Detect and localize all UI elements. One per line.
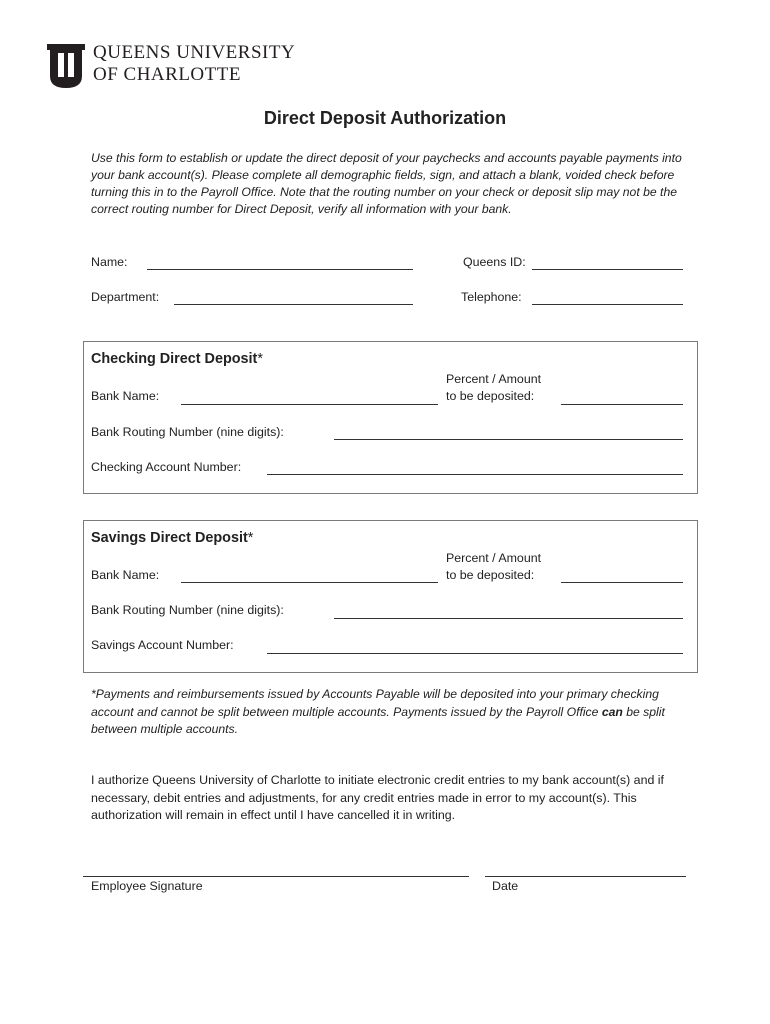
checking-account-field[interactable]: [267, 474, 683, 475]
logo-line-1: QUEENS UNIVERSITY: [93, 42, 296, 63]
savings-bank-name-label: Bank Name:: [91, 568, 160, 582]
savings-account-field[interactable]: [267, 653, 683, 654]
savings-title-star: *: [247, 530, 254, 546]
savings-bank-name-field[interactable]: [181, 582, 438, 583]
split-deposit-note: [91, 686, 691, 739]
university-logo-icon: [47, 44, 85, 90]
checking-percent-label-2: to be deposited:: [446, 389, 535, 403]
savings-percent-label-2: to be deposited:: [446, 568, 535, 582]
checking-percent-label-1: Percent / Amount: [446, 372, 542, 386]
checking-title-text: Checking Direct Deposit: [91, 351, 258, 367]
checking-title: [91, 351, 263, 367]
note-text-before: Payments and reimbursements issued by Accounts Payable will be deposited into your primary checking account and cannot be split between multiple accounts. Payments issued by the Payroll Office: [91, 687, 659, 719]
department-label: Department:: [91, 290, 160, 304]
queens-id-field[interactable]: [532, 269, 683, 270]
checking-title-star: *: [257, 351, 263, 367]
note-text-after: be split between multiple accounts.: [91, 704, 665, 736]
savings-account-label: Savings Account Number:: [91, 638, 234, 652]
employee-signature-field[interactable]: [83, 876, 469, 877]
checking-routing-field[interactable]: [334, 439, 683, 440]
note-emphasis: can: [601, 704, 623, 719]
logo-line-2: OF CHARLOTTE: [93, 64, 241, 85]
note-star: *: [91, 687, 96, 701]
name-field[interactable]: [147, 269, 413, 270]
form-title: Direct Deposit Authorization: [263, 108, 507, 128]
date-field[interactable]: [485, 876, 686, 877]
savings-title: [91, 530, 253, 546]
authorization-statement: I authorize Queens University of Charlotte to initiate electronic credit entries to my bank account(s) and if necessary, debit entries and adjustments, for any credit entries made in error to my account(s). This authorization will remain in effect until I have cancelled it in writing.: [91, 773, 664, 822]
checking-percent-field[interactable]: [561, 404, 683, 405]
form-instructions: Use this form to establish or update the direct deposit of your paychecks and accounts payable payments into your bank account(s). Please complete all demographic fields, sign, and attach a blank, voided check before turning this in to the Payroll Office. Note that the routing number on your check or deposit slip may not be the correct routing number for Direct Deposit, verify all information with your bank.: [91, 151, 682, 216]
checking-bank-name-field[interactable]: [181, 404, 438, 405]
savings-percent-label-1: Percent / Amount: [446, 551, 542, 565]
name-label: Name:: [91, 255, 128, 269]
savings-routing-field[interactable]: [334, 618, 683, 619]
employee-signature-label: Employee Signature: [91, 879, 203, 893]
savings-percent-field[interactable]: [561, 582, 683, 583]
savings-title-text: Savings Direct Deposit: [91, 530, 248, 546]
telephone-label: Telephone:: [461, 290, 522, 304]
date-label: Date: [492, 879, 519, 893]
savings-routing-label: Bank Routing Number (nine digits):: [91, 603, 284, 617]
checking-account-label: Checking Account Number:: [91, 460, 242, 474]
university-name: [93, 42, 295, 86]
department-field[interactable]: [174, 304, 413, 305]
queens-id-label: Queens ID:: [463, 255, 526, 269]
checking-routing-label: Bank Routing Number (nine digits):: [91, 425, 284, 439]
checking-bank-name-label: Bank Name:: [91, 389, 160, 403]
telephone-field[interactable]: [532, 304, 683, 305]
